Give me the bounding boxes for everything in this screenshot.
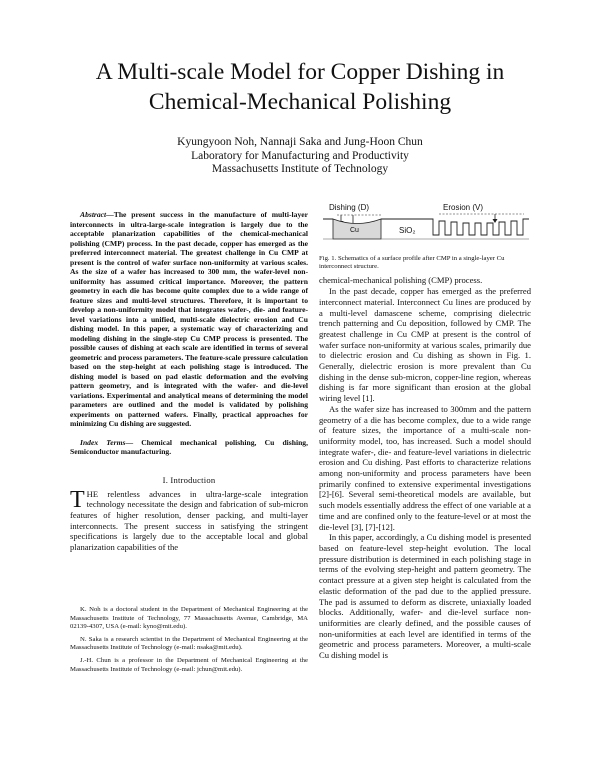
author-names: Kyungyoon Noh, Nannaji Saka and Jung-Hoon Chun xyxy=(177,136,423,148)
body-paragraph-2: In the past decade, copper has emerged as the preferred interconnect material. Interconnect Cu lines are produced by a multi-level damascene scheme, comprising dielectric trench patterning and Cu deposition, followed by CMP. The greatest challenge in Cu CMP at present is the control of wafer surface non-uniformity at various scales, primarily due to dielectric erosion and Cu dishing as shown in Fig. 1. Generally, dielectric erosion is more prevalent than Cu dishing in the dense sub-micron, copper-line region, whereas dishing is far more significant than erosion at the global wiring level [1]. xyxy=(319,286,531,404)
figure-1 xyxy=(319,203,531,253)
body-paragraph-1: chemical-mechanical polishing (CMP) process. xyxy=(319,275,483,286)
abstract xyxy=(70,210,308,429)
index-terms xyxy=(70,438,308,457)
drop-cap: T xyxy=(70,486,85,513)
index-terms-text: — Chemical mechanical polishing, Cu dishing, Semiconductor manufacturing. xyxy=(70,437,308,456)
sio2-label: SiO₂ xyxy=(399,226,416,235)
intro-text: HE relentless advances in ultra-large-scale integration technology necessitate the design and fabrication of sub-micron features of higher resolution, denser packing, and multi-layer interconnects. The present success in satisfying the stringent specifications is largely due to the acceptable local and global planarization capabilities of the xyxy=(70,488,308,553)
body-paragraph-3: As the wafer size has increased to 300mm and the pattern geometry of a die has become complex, due to a wide range of feature sizes, the importance of a multi-scale non-uniformity model, too, has increased. Such a model should integrate wafer-, die- and feature-level variations in dielectric erosion and Cu dishing. Past efforts to characterize relations among non-uniformity and process parameters have been primarily confined to extensive experimental investigations [2]-[6]. Several semi-theoretical models are available, but such models essentially address the effect of one variable at a time and are confined only to the feature-level or at most the die-level [3], [7]-[12]. xyxy=(319,403,531,532)
title-line-1: A Multi-scale Model for Copper Dishing in xyxy=(95,59,505,85)
dishing-label: Dishing (D) xyxy=(329,203,370,212)
footnote-noh: K. Noh is a doctoral student in the Department of Mechanical Engineering at the Massachusetts Institute of Technology, 77 Massachusetts Avenue, Cambridge, MA 02139-4307, USA (e-mail: kyno@mit.edu). xyxy=(70,606,308,631)
cu-label: Cu xyxy=(350,227,359,234)
erosion-label: Erosion (V) xyxy=(443,203,484,212)
author-lab: Laboratory for Manufacturing and Productivity xyxy=(191,149,409,162)
section-heading-introduction: I. Introduction xyxy=(162,474,216,485)
left-column xyxy=(70,210,308,553)
abstract-text: —The present success in the manufacture of multi-layer interconnects in ultra-large-scale integration is largely due to the acceptable planarization capabilities of the chemical-mechanical polishing (CMP) process. In the past decade, copper has emerged as the preferred interconnect material. The greatest challenge in Cu CMP at present is the control of wafer surface non-uniformity at various scales. As the size of a wafer has increased to 300 mm, the wafer-level non-uniformity has assumed critical importance. Moreover, the pattern geometry in each die has become quite complex due to a wide range of feature sizes and multi-level structures. Therefore, it is important to develop a non-uniformity model that integrates wafer-, die- and feature-level variations into a unified, multi-scale dielectric erosion and Cu dishing model. In this paper, a systematic way of characterizing and modeling dishing in the single-step Cu CMP process is presented. The possible causes of dishing at each scale are identified in terms of several geometric and process parameters. The feature-scale pressure calculation based on the step-height at each polishing stage is introduced. The dishing model is based on pad elastic deformation and the evolving pattern geometry, and is integrated with the wafer- and die-level variations. Experimental and analytical means of determining the model parameters are outlined and the model is validated by polishing experiments on patterned wafers. Finally, practical approaches for minimizing Cu dishing are suggested. xyxy=(70,210,308,428)
footnote-saka: N. Saka is a research scientist in the Department of Mechanical Engineering at the Massachusetts Institute of Technology (e-mail: nsaka@mit.edu). xyxy=(70,635,308,652)
figure-caption: Fig. 1. Schematics of a surface profile after CMP in a single-layer Cu interconnect structure. xyxy=(319,255,505,271)
abstract-label: Abstract xyxy=(80,210,107,219)
intro-paragraph xyxy=(70,486,308,553)
index-terms-label: Index Terms xyxy=(80,437,126,447)
footnote-chun: J.-H. Chun is a professor in the Department of Mechanical Engineering at the Massachusetts Institute of Technology (e-mail: jchun@mit.edu). xyxy=(70,656,308,673)
title-line-2: Chemical-Mechanical Polishing xyxy=(148,89,452,115)
paper-title xyxy=(0,57,600,117)
body-paragraph-4: In this paper, accordingly, a Cu dishing model is presented based on feature-level step-height evolution. The local pressure distribution is determined in each polishing stage in terms of the evolving step-height and pattern geometry. The contact pressure at a given step height is calculated from the elastic deformation of the pad due to the applied pressure. The pad is assumed to deform as discrete, uniaxially loaded blocks. Additionally, wafer- and die-level surface non-uniformities are clearly defined, and the possible causes of non-uniformities at each level are identified in terms of the geometric and process parameters. Moreover, a multi-scale Cu dishing model is xyxy=(319,532,531,661)
footnotes xyxy=(70,606,308,678)
right-column xyxy=(319,203,531,661)
author-institute: Massachusetts Institute of Technology xyxy=(211,163,389,175)
author-block xyxy=(0,136,600,177)
